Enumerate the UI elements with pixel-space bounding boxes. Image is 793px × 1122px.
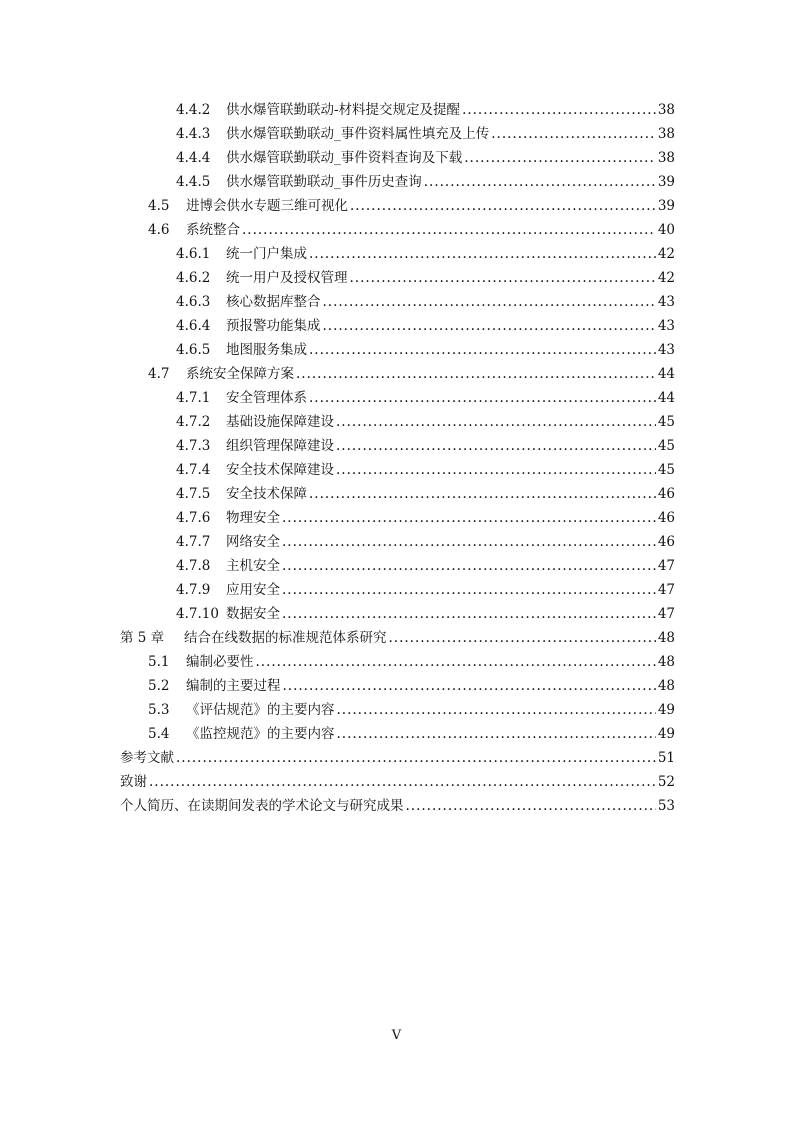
dot-leader	[282, 602, 656, 626]
toc-entry-page: 48	[657, 654, 675, 670]
toc-entry-page: 38	[657, 126, 675, 142]
toc-entry-number: 4.7.10	[176, 606, 219, 622]
dot-leader	[350, 194, 656, 218]
dot-leader	[149, 770, 656, 794]
toc-entry-number: 4.6.1	[176, 246, 211, 262]
toc-entry[interactable]	[120, 794, 675, 818]
toc-entry-number: 5.2	[148, 678, 170, 694]
toc-entry[interactable]	[120, 146, 675, 170]
dot-leader	[336, 458, 656, 482]
toc-entry-page: 40	[657, 222, 675, 238]
dot-leader	[491, 122, 656, 146]
toc-entry[interactable]	[120, 98, 675, 122]
toc-entry-number: 4.6.5	[176, 342, 211, 358]
toc-entry-title: 主机安全	[226, 558, 280, 574]
toc-entry-title: 安全管理体系	[226, 390, 307, 406]
dot-leader	[406, 794, 656, 818]
dot-leader	[389, 626, 656, 650]
toc-entry-title: 结合在线数据的标准规范体系研究	[184, 630, 387, 646]
toc-entry-title: 预报警功能集成	[226, 318, 321, 334]
toc-entry[interactable]	[120, 290, 675, 314]
dot-leader	[462, 98, 656, 122]
toc-entry-page: 43	[657, 342, 675, 358]
toc-entry-page: 53	[657, 798, 675, 814]
toc-entry[interactable]	[120, 722, 675, 746]
toc-entry-title: 应用安全	[226, 582, 280, 598]
toc-entry-title: 核心数据库整合	[226, 294, 321, 310]
dot-leader	[309, 338, 656, 362]
toc-entry-title: 供水爆管联勤联动_事件历史查询	[226, 174, 422, 190]
dot-leader	[282, 506, 656, 530]
toc-entry[interactable]	[120, 122, 675, 146]
toc-entry-page: 43	[657, 318, 675, 334]
toc-entry-number: 4.4.4	[176, 150, 211, 166]
toc-entry-page: 49	[657, 702, 675, 718]
toc-entry-title: 物理安全	[226, 510, 280, 526]
toc-entry-page: 43	[657, 294, 675, 310]
toc-entry[interactable]	[120, 218, 675, 242]
toc-entry-number: 4.7.4	[176, 462, 211, 478]
toc-entry-page: 38	[657, 102, 675, 118]
dot-leader	[309, 386, 656, 410]
toc-entry-title: 供水爆管联勤联动_事件资料属性填充及上传	[226, 126, 490, 142]
dot-leader	[337, 698, 656, 722]
table-of-contents	[120, 98, 675, 818]
toc-entry-page: 46	[657, 510, 675, 526]
toc-entry-number: 4.7.1	[176, 390, 211, 406]
toc-entry[interactable]	[120, 602, 675, 626]
toc-entry-title: 编制必要性	[186, 654, 254, 670]
toc-entry-page: 39	[657, 198, 675, 214]
toc-entry[interactable]	[120, 434, 675, 458]
dot-leader	[256, 650, 656, 674]
toc-entry[interactable]	[120, 194, 675, 218]
toc-entry-title: 网络安全	[226, 534, 280, 550]
toc-entry-number: 4.4.3	[176, 126, 211, 142]
page-number-footer: V	[391, 1028, 402, 1043]
toc-entry-number: 4.4.2	[176, 102, 211, 118]
toc-entry-number: 4.7.5	[176, 486, 211, 502]
toc-entry[interactable]	[120, 530, 675, 554]
toc-entry-page: 44	[657, 390, 675, 406]
toc-entry-title: 参考文献	[120, 750, 174, 766]
dot-leader	[309, 482, 656, 506]
toc-entry[interactable]	[120, 410, 675, 434]
toc-entry[interactable]	[120, 770, 675, 794]
toc-entry[interactable]	[120, 578, 675, 602]
toc-entry-title: 供水爆管联勤联动-材料提交规定及提醒	[226, 102, 461, 118]
dot-leader	[296, 362, 656, 386]
toc-entry-page: 45	[657, 462, 675, 478]
toc-entry-title: 统一门户集成	[226, 246, 307, 262]
toc-entry[interactable]	[120, 506, 675, 530]
dot-leader	[336, 410, 656, 434]
toc-entry-page: 48	[657, 630, 675, 646]
toc-entry-title: 数据安全	[226, 606, 280, 622]
toc-entry-page: 42	[657, 270, 675, 286]
toc-entry-number: 4.6.2	[176, 270, 211, 286]
toc-entry-title: 《监控规范》的主要内容	[186, 726, 335, 742]
dot-leader	[336, 434, 656, 458]
toc-entry-page: 38	[657, 150, 675, 166]
toc-entry[interactable]	[120, 458, 675, 482]
toc-entry-number: 4.4.5	[176, 174, 211, 190]
dot-leader	[337, 722, 656, 746]
toc-entry-number: 4.7	[148, 366, 170, 382]
toc-entry-number: 5.3	[148, 702, 170, 718]
toc-entry-title: 安全技术保障	[226, 486, 307, 502]
toc-entry-number: 4.7.8	[176, 558, 211, 574]
toc-entry-title: 系统整合	[186, 222, 240, 238]
toc-entry-number: 5.1	[148, 654, 170, 670]
toc-entry-page: 45	[657, 438, 675, 454]
toc-entry[interactable]	[120, 386, 675, 410]
toc-entry-title: 基础设施保障建设	[226, 414, 334, 430]
toc-entry-page: 46	[657, 486, 675, 502]
dot-leader	[323, 314, 656, 338]
toc-entry-number: 5.4	[148, 726, 170, 742]
toc-entry[interactable]	[120, 482, 675, 506]
toc-entry-page: 44	[657, 366, 675, 382]
toc-entry-page: 39	[657, 174, 675, 190]
toc-entry-number: 4.6.3	[176, 294, 211, 310]
toc-entry-number: 4.7.2	[176, 414, 211, 430]
toc-entry-title: 统一用户及授权管理	[226, 270, 348, 286]
toc-entry[interactable]	[120, 338, 675, 362]
dot-leader	[350, 266, 656, 290]
dot-leader	[242, 218, 656, 242]
toc-entry-number: 4.6	[148, 222, 170, 238]
toc-entry-page: 46	[657, 534, 675, 550]
toc-entry-number: 4.7.9	[176, 582, 211, 598]
toc-entry-title: 组织管理保障建设	[226, 438, 334, 454]
toc-entry-number: 第 5 章	[120, 630, 165, 646]
dot-leader	[464, 146, 656, 170]
toc-entry-page: 52	[657, 774, 675, 790]
toc-entry-page: 45	[657, 414, 675, 430]
toc-entry[interactable]	[120, 650, 675, 674]
toc-entry[interactable]	[120, 170, 675, 194]
toc-entry-title: 进博会供水专题三维可视化	[186, 198, 348, 214]
dot-leader	[282, 530, 656, 554]
toc-entry[interactable]	[120, 674, 675, 698]
toc-entry-title: 编制的主要过程	[186, 678, 281, 694]
dot-leader	[282, 578, 656, 602]
toc-entry-page: 47	[657, 606, 675, 622]
toc-entry-page: 48	[657, 678, 675, 694]
dot-leader	[283, 674, 656, 698]
dot-leader	[309, 242, 656, 266]
toc-entry-title: 供水爆管联勤联动_事件资料查询及下载	[226, 150, 463, 166]
toc-entry-page: 42	[657, 246, 675, 262]
toc-entry[interactable]	[120, 242, 675, 266]
toc-entry[interactable]	[120, 698, 675, 722]
toc-entry[interactable]	[120, 266, 675, 290]
toc-entry-page: 51	[657, 750, 675, 766]
dot-leader	[323, 290, 656, 314]
toc-entry-number: 4.6.4	[176, 318, 211, 334]
toc-entry[interactable]	[120, 626, 675, 650]
toc-entry-title: 《评估规范》的主要内容	[186, 702, 335, 718]
toc-entry-title: 系统安全保障方案	[186, 366, 294, 382]
toc-entry-title: 个人简历、在读期间发表的学术论文与研究成果	[120, 798, 404, 814]
toc-entry-number: 4.7.7	[176, 534, 211, 550]
dot-leader	[176, 746, 656, 770]
toc-entry-title: 地图服务集成	[226, 342, 307, 358]
toc-entry[interactable]	[120, 554, 675, 578]
toc-entry-title: 安全技术保障建设	[226, 462, 334, 478]
toc-entry[interactable]	[120, 746, 675, 770]
toc-entry-title: 致谢	[120, 774, 147, 790]
toc-entry[interactable]	[120, 362, 675, 386]
toc-entry-number: 4.5	[148, 198, 170, 214]
toc-entry-number: 4.7.3	[176, 438, 211, 454]
toc-entry-page: 47	[657, 582, 675, 598]
dot-leader	[282, 554, 656, 578]
dot-leader	[424, 170, 656, 194]
toc-entry-page: 47	[657, 558, 675, 574]
toc-entry-number: 4.7.6	[176, 510, 211, 526]
toc-entry[interactable]	[120, 314, 675, 338]
toc-entry-page: 49	[657, 726, 675, 742]
